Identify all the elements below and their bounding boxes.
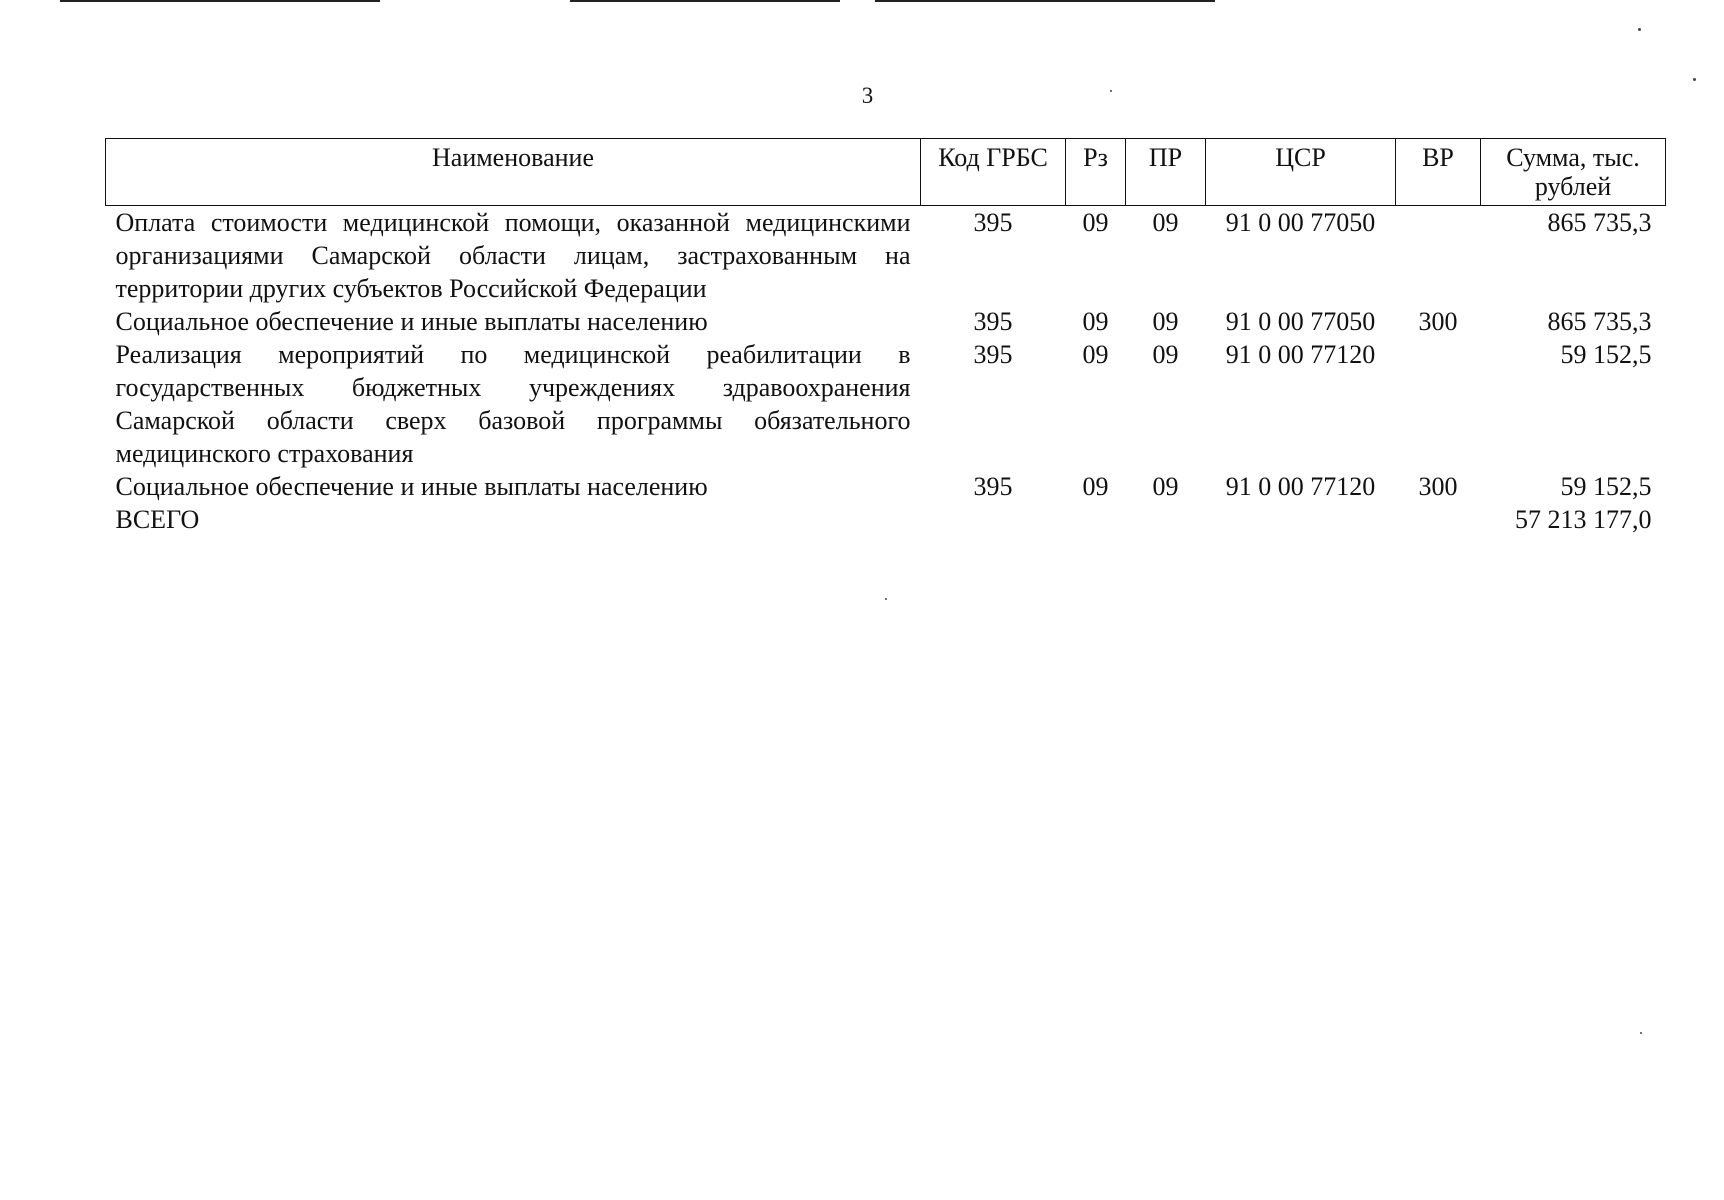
row-rz: 09 — [1082, 340, 1109, 369]
table-row — [106, 206, 1666, 306]
table-row — [106, 338, 1666, 470]
row-name: Реализация мероприятий по медицинской реабилитации в государственных бюджетных учреждениях здравоохранения Самарской области сверх базовой программы обязательного медицинского страхования — [115, 340, 911, 468]
header-name: Наименование — [106, 139, 921, 206]
table-row — [106, 305, 1666, 338]
table-header-row — [106, 139, 1666, 206]
total-row — [106, 503, 1666, 536]
row-grbs: 395 — [973, 472, 1013, 501]
row-rz: 09 — [1082, 307, 1109, 336]
row-pr: 09 — [1152, 307, 1179, 336]
row-grbs: 395 — [973, 208, 1013, 237]
scan-speck — [885, 598, 887, 600]
row-csr: 91 0 00 77120 — [1225, 472, 1376, 501]
scan-speck — [1638, 28, 1641, 31]
header-pr: ПР — [1126, 139, 1206, 206]
row-sum: 865 735,3 — [1547, 307, 1652, 336]
row-csr: 91 0 00 77050 — [1225, 208, 1376, 237]
table-row — [106, 470, 1666, 503]
header-csr: ЦСР — [1206, 139, 1396, 206]
row-sum: 865 735,3 — [1547, 208, 1652, 237]
page-number: 3 — [861, 83, 874, 108]
header-sum: Сумма, тыс. рублей — [1481, 139, 1666, 206]
row-csr: 91 0 00 77120 — [1225, 340, 1376, 369]
total-label: ВСЕГО — [115, 505, 200, 534]
scan-border-line — [570, 0, 840, 2]
budget-table — [105, 138, 1666, 536]
row-grbs: 395 — [973, 340, 1013, 369]
row-name: Социальное обеспечение и иные выплаты населению — [115, 472, 708, 501]
header-grbs: Код ГРБС — [921, 139, 1066, 206]
row-name: Социальное обеспечение и иные выплаты населению — [115, 307, 708, 336]
row-sum: 59 152,5 — [1560, 340, 1652, 369]
row-name: Оплата стоимости медицинской помощи, оказанной медицинскими организациями Самарской области лицам, застрахованным на территории других субъектов Российской Федерации — [115, 208, 911, 303]
total-sum: 57 213 177,0 — [1515, 505, 1652, 534]
row-grbs: 395 — [973, 307, 1013, 336]
scan-border-line — [875, 0, 1215, 2]
budget-table-container — [105, 138, 1665, 536]
row-csr: 91 0 00 77050 — [1225, 307, 1376, 336]
header-rz: Рз — [1066, 139, 1126, 206]
scan-speck — [1693, 78, 1696, 81]
row-vr — [1396, 206, 1481, 306]
row-sum: 59 152,5 — [1560, 472, 1652, 501]
scan-speck — [1640, 1032, 1642, 1034]
row-pr: 09 — [1152, 472, 1179, 501]
row-vr: 300 — [1418, 472, 1458, 501]
row-rz: 09 — [1082, 472, 1109, 501]
row-pr: 09 — [1152, 340, 1179, 369]
row-vr: 300 — [1418, 307, 1458, 336]
row-rz: 09 — [1082, 208, 1109, 237]
header-vr: ВР — [1396, 139, 1481, 206]
row-vr — [1396, 338, 1481, 470]
scan-border-line — [60, 0, 380, 2]
row-pr: 09 — [1152, 208, 1179, 237]
